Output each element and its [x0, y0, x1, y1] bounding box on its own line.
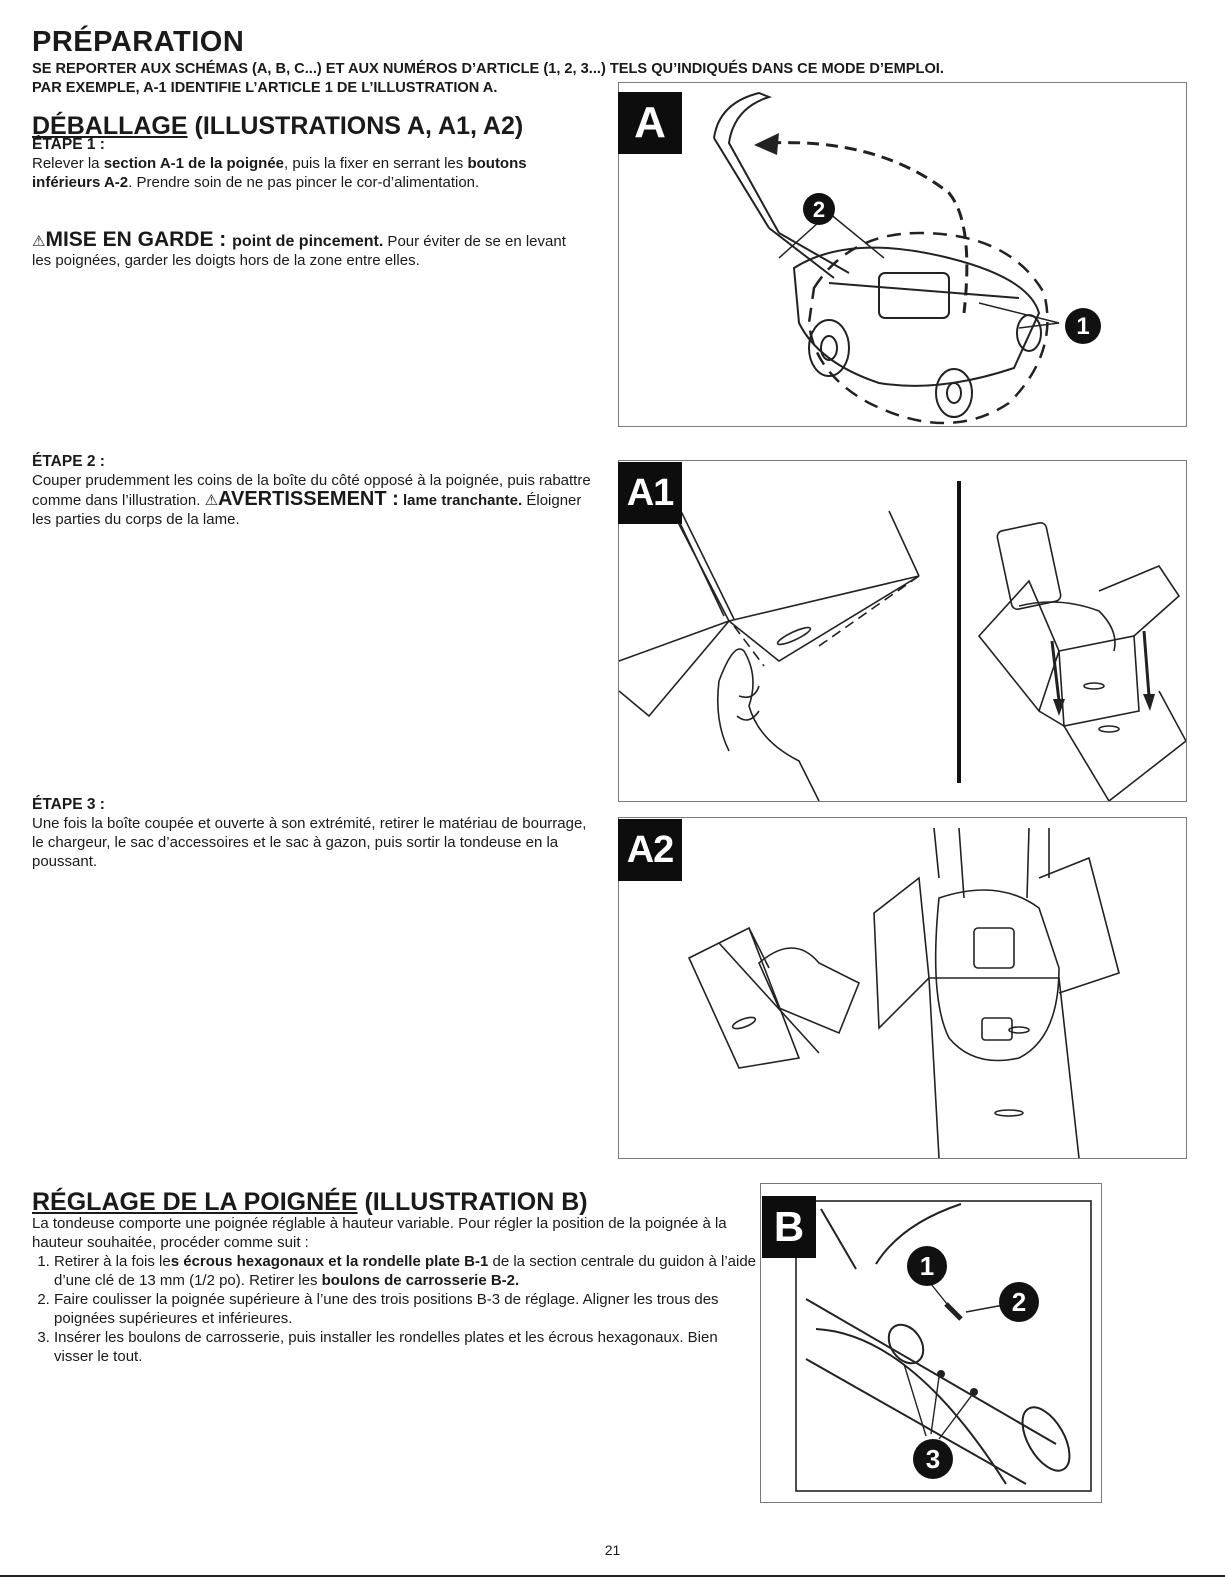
step-1-text [32, 154, 572, 192]
step-2-label: ÉTAPE 2 : [32, 453, 105, 470]
handle-adjustment-body [32, 1214, 757, 1366]
callout-3-label: 3 [925, 1444, 941, 1474]
handle-adjustment-heading [32, 1188, 588, 1217]
warning-subject: lame tranchante. [398, 492, 523, 509]
box-edge [619, 576, 919, 661]
callout-2-label: 2 [1011, 1287, 1027, 1317]
callout-1-label: 1 [919, 1251, 935, 1281]
figure-b-tag: B [762, 1196, 816, 1258]
step-1-block [32, 136, 572, 192]
handle-heading-underlined: RÉGLAGE DE LA POIGNÉE [32, 1188, 358, 1216]
step-2-text-part: Couper prudemment les coins de la boîte du côté opposé à la poignée, puis rabattre comme dans l’illustration. [32, 472, 591, 509]
handle-step-2: 2. Faire coulisser la poignée supérieure à l’une des trois positions B-3 de réglage. Aligner les trous des poignées supérieures et inférieures. [54, 1290, 757, 1328]
figure-a-panel [618, 82, 1187, 427]
step-1-bold-handle-section: section A-1 de la poignée [103, 155, 285, 172]
figure-a1-box-cutting-drawing [619, 461, 1186, 801]
reference-line-1: SE REPORTER AUX SCHÉMAS (A, B, C...) ET AUX NUMÉROS D’ARTICLE (1, 2, 3...) TELS QU’INDIQUÉS DANS CE MODE D’EMPLOI. [32, 61, 944, 77]
step-1-text-part: . Prendre soin de ne pas pincer le cor-d’alimentation. [128, 174, 480, 191]
pinch-point-caution [32, 230, 572, 270]
step-2-block [32, 453, 602, 529]
reference-line-2: PAR EXEMPLE, A-1 IDENTIFIE L’ARTICLE 1 DE L’ILLUSTRATION A. [32, 80, 498, 96]
mower-handle-in-box [996, 522, 1062, 611]
step-2-text-part: Éloigner les parties du corps de la lame. [32, 492, 582, 528]
figure-a1-panel [618, 460, 1187, 802]
step-3-text: Une fois la boîte coupée et ouverte à son extrémité, retirer le matériau de bourrage, le chargeur, le sac d’accessoires et le sac à gazon, puis sortir la tondeuse en la poussant. [32, 815, 587, 870]
arrow-head-icon [1143, 694, 1155, 711]
hand-outline [719, 649, 819, 801]
page-number: 21 [604, 1542, 621, 1558]
grass-bag [759, 948, 859, 1033]
battery-pack [879, 273, 949, 318]
unpacking-heading-underlined: DÉBALLAGE [32, 112, 188, 140]
figure-a2-removal-drawing [619, 818, 1186, 1158]
warning-triangle-icon: ⚠ [204, 492, 219, 509]
handle-step-1-bold-bolts: boulons de carrosserie B-2. [321, 1272, 520, 1289]
figure-a-mower-drawing [619, 83, 1186, 426]
fold-down-arrow-right [1144, 631, 1149, 696]
unpacking-heading-rest: (ILLUSTRATIONS A, A1, A2) [194, 112, 524, 140]
mower-handle-line [714, 93, 779, 233]
warning-triangle-icon: ⚠ [32, 233, 46, 250]
step-2-text [32, 471, 602, 529]
step-1-bold-lower-knobs: boutons inférieurs A-2 [32, 155, 527, 191]
handle-intro: La tondeuse comporte une poignée réglable à hauteur variable. Pour régler la position de la poignée à la hauteur souhaitée, procéder comme suit : [32, 1215, 727, 1251]
callout-2-label: 2 [812, 197, 826, 222]
box-front [1059, 636, 1139, 726]
caution-subject: point de pincement. [232, 233, 384, 250]
box-flap-left [874, 878, 929, 1028]
step-1-text-part: Relever la [32, 155, 104, 172]
bottom-rule [0, 1575, 1225, 1577]
figure-a2-tag: A2 [618, 819, 682, 881]
handle-steps-list [32, 1252, 757, 1366]
figure-a-tag: A [618, 92, 682, 154]
pinch-zone-outline [809, 233, 1047, 423]
box-flap-left [979, 581, 1059, 711]
box-flap-right [1039, 858, 1119, 993]
handle-heading-rest: (ILLUSTRATION B) [364, 1188, 588, 1216]
step-1-label: ÉTAPE 1 : [32, 136, 105, 153]
handle-step-1-part: de la section centrale du guidon à l’aide d’une clé de 13 mm (1/2 po). Retirer les [54, 1253, 757, 1289]
page-title: PRÉPARATION [32, 26, 245, 58]
callout-1-label: 1 [1076, 313, 1090, 340]
handle-hole [995, 1110, 1023, 1116]
step-3-block [32, 796, 602, 871]
caution-text: Pour éviter de se en levant les poignées, garder les doigts hors de la zone entre elles. [32, 233, 566, 269]
mower-body [936, 890, 1059, 1061]
figure-a1-tag: A1 [618, 462, 682, 524]
handle-step-3: 3. Insérer les boulons de carrosserie, puis installer les rondelles plates et les écrous hexagonaux. Bien visser le tout. [54, 1328, 757, 1366]
caution-lead: MISE EN GARDE : [45, 228, 233, 251]
handle-step-1-bold-nuts: s écrous hexagonaux et la rondelle plate B-1 [170, 1253, 489, 1270]
step-1-text-part: , puis la fixer en serrant les [284, 155, 468, 172]
figure-a2-panel [618, 817, 1187, 1159]
adjustment-hole [882, 1318, 931, 1370]
step-3-label: ÉTAPE 3 : [32, 796, 105, 813]
warning-lead: AVERTISSEMENT : [218, 488, 399, 510]
arrow-head-icon [754, 133, 779, 155]
handle-step-1 [54, 1252, 757, 1290]
fold-direction-arrow [769, 143, 967, 313]
handle-step-1-part: Retirer à la fois le [54, 1253, 171, 1270]
